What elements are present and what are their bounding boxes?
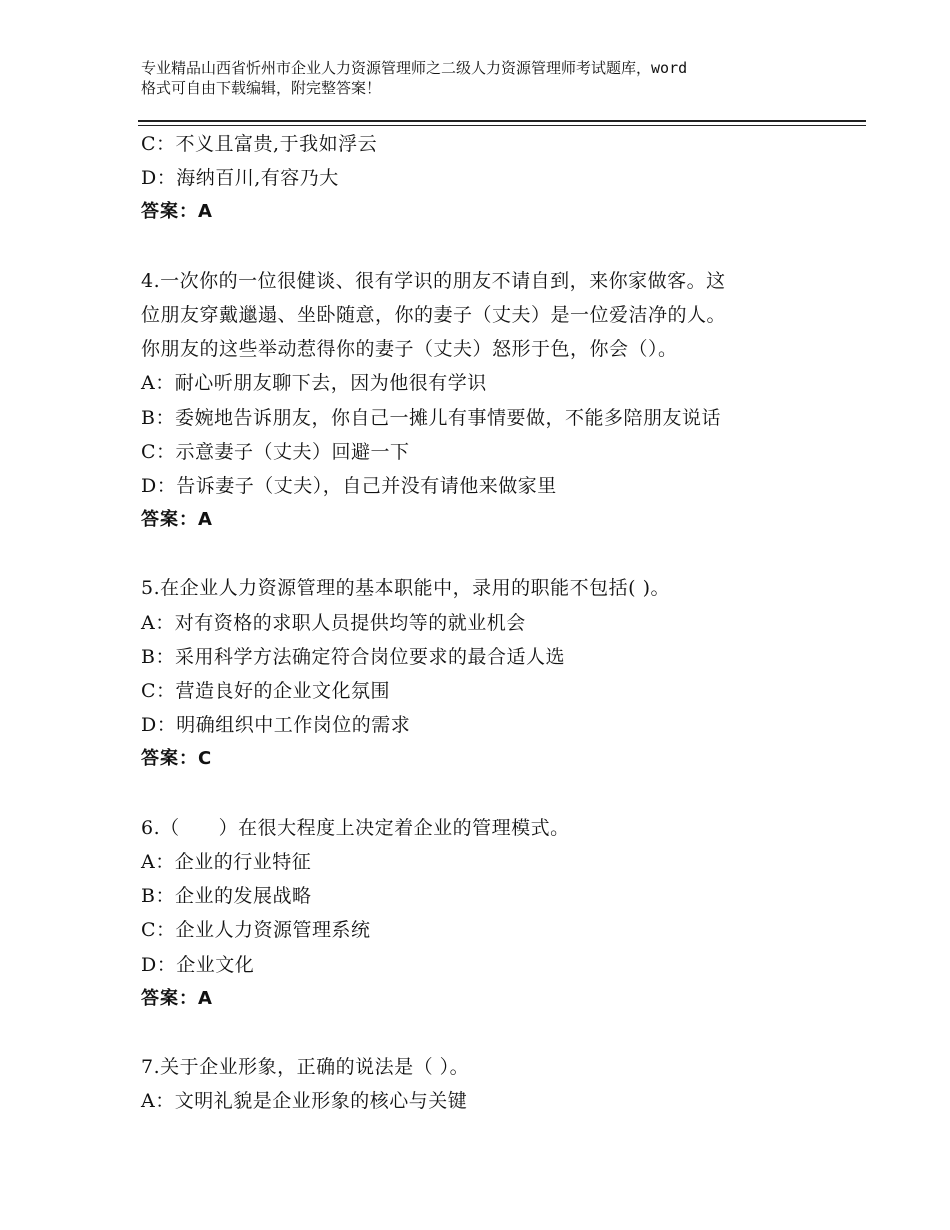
- question-text: 4.一次你的一位很健谈、很有学识的朋友不请自到，来你家做客。这: [141, 269, 726, 292]
- question-text: 7.关于企业形象，正确的说法是（ ）。: [141, 1056, 470, 1079]
- document-body: [141, 127, 861, 1118]
- option-b: B：企业的发展战略: [141, 885, 312, 908]
- answer: 答案：A: [141, 987, 213, 1009]
- document-header: [141, 58, 821, 98]
- option-d: D：企业文化: [141, 953, 255, 976]
- header-line-1: 专业精品山西省忻州市企业人力资源管理师之二级人力资源管理师考试题库，word: [141, 59, 688, 77]
- question-text: 你朋友的这些举动惹得你的妻子（丈夫）怒形于色，你会（）。: [141, 338, 678, 361]
- answer: 答案：C: [141, 748, 213, 770]
- option-b: B：委婉地告诉朋友，你自己一摊儿有事情要做，不能多陪朋友说话: [141, 406, 721, 429]
- question-6: [141, 811, 861, 1016]
- spacer: [141, 537, 861, 571]
- option-c: C：示意妻子（丈夫）回避一下: [141, 440, 410, 463]
- answer: 答案：A: [141, 201, 213, 223]
- option-d: D：告诉妻子（丈夫），自己并没有请他来做家里: [141, 474, 557, 497]
- option-c: C：营造良好的企业文化氛围: [141, 680, 391, 702]
- option-a: A：耐心听朋友聊下去，因为他很有学识: [141, 372, 487, 395]
- question-text: 位朋友穿戴邋遢、坐卧随意，你的妻子（丈夫）是一位爱洁净的人。: [141, 303, 727, 326]
- spacer: [141, 230, 861, 264]
- question-4: [141, 264, 861, 538]
- header-line-2: 格式可自由下载编辑，附完整答案！: [141, 79, 382, 97]
- option-b: B：采用科学方法确定符合岗位要求的最合适人选: [141, 645, 565, 668]
- header-divider-thick: [138, 120, 866, 122]
- option-a: A：文明礼貌是企业形象的核心与关键: [141, 1090, 468, 1113]
- option-a: A：企业的行业特征: [141, 850, 312, 873]
- header-divider-thin: [138, 125, 866, 126]
- question-text: 5.在企业人力资源管理的基本职能中，录用的职能不包括( )。: [141, 577, 670, 600]
- option-c: C：企业人力资源管理系统: [141, 919, 371, 942]
- option-c: C：不义且富贵,于我如浮云: [141, 133, 378, 155]
- question-5: [141, 571, 861, 776]
- option-d: D：海纳百川,有容乃大: [141, 167, 339, 190]
- answer: 答案：A: [141, 509, 213, 531]
- question-text: 6.（ ）在很大程度上决定着企业的管理模式。: [141, 816, 570, 839]
- question-7: [141, 1050, 861, 1118]
- spacer: [141, 1016, 861, 1050]
- option-a: A：对有资格的求职人员提供均等的就业机会: [141, 611, 526, 634]
- spacer: [141, 777, 861, 811]
- option-d: D：明确组织中工作岗位的需求: [141, 714, 411, 737]
- question-3: [141, 127, 861, 230]
